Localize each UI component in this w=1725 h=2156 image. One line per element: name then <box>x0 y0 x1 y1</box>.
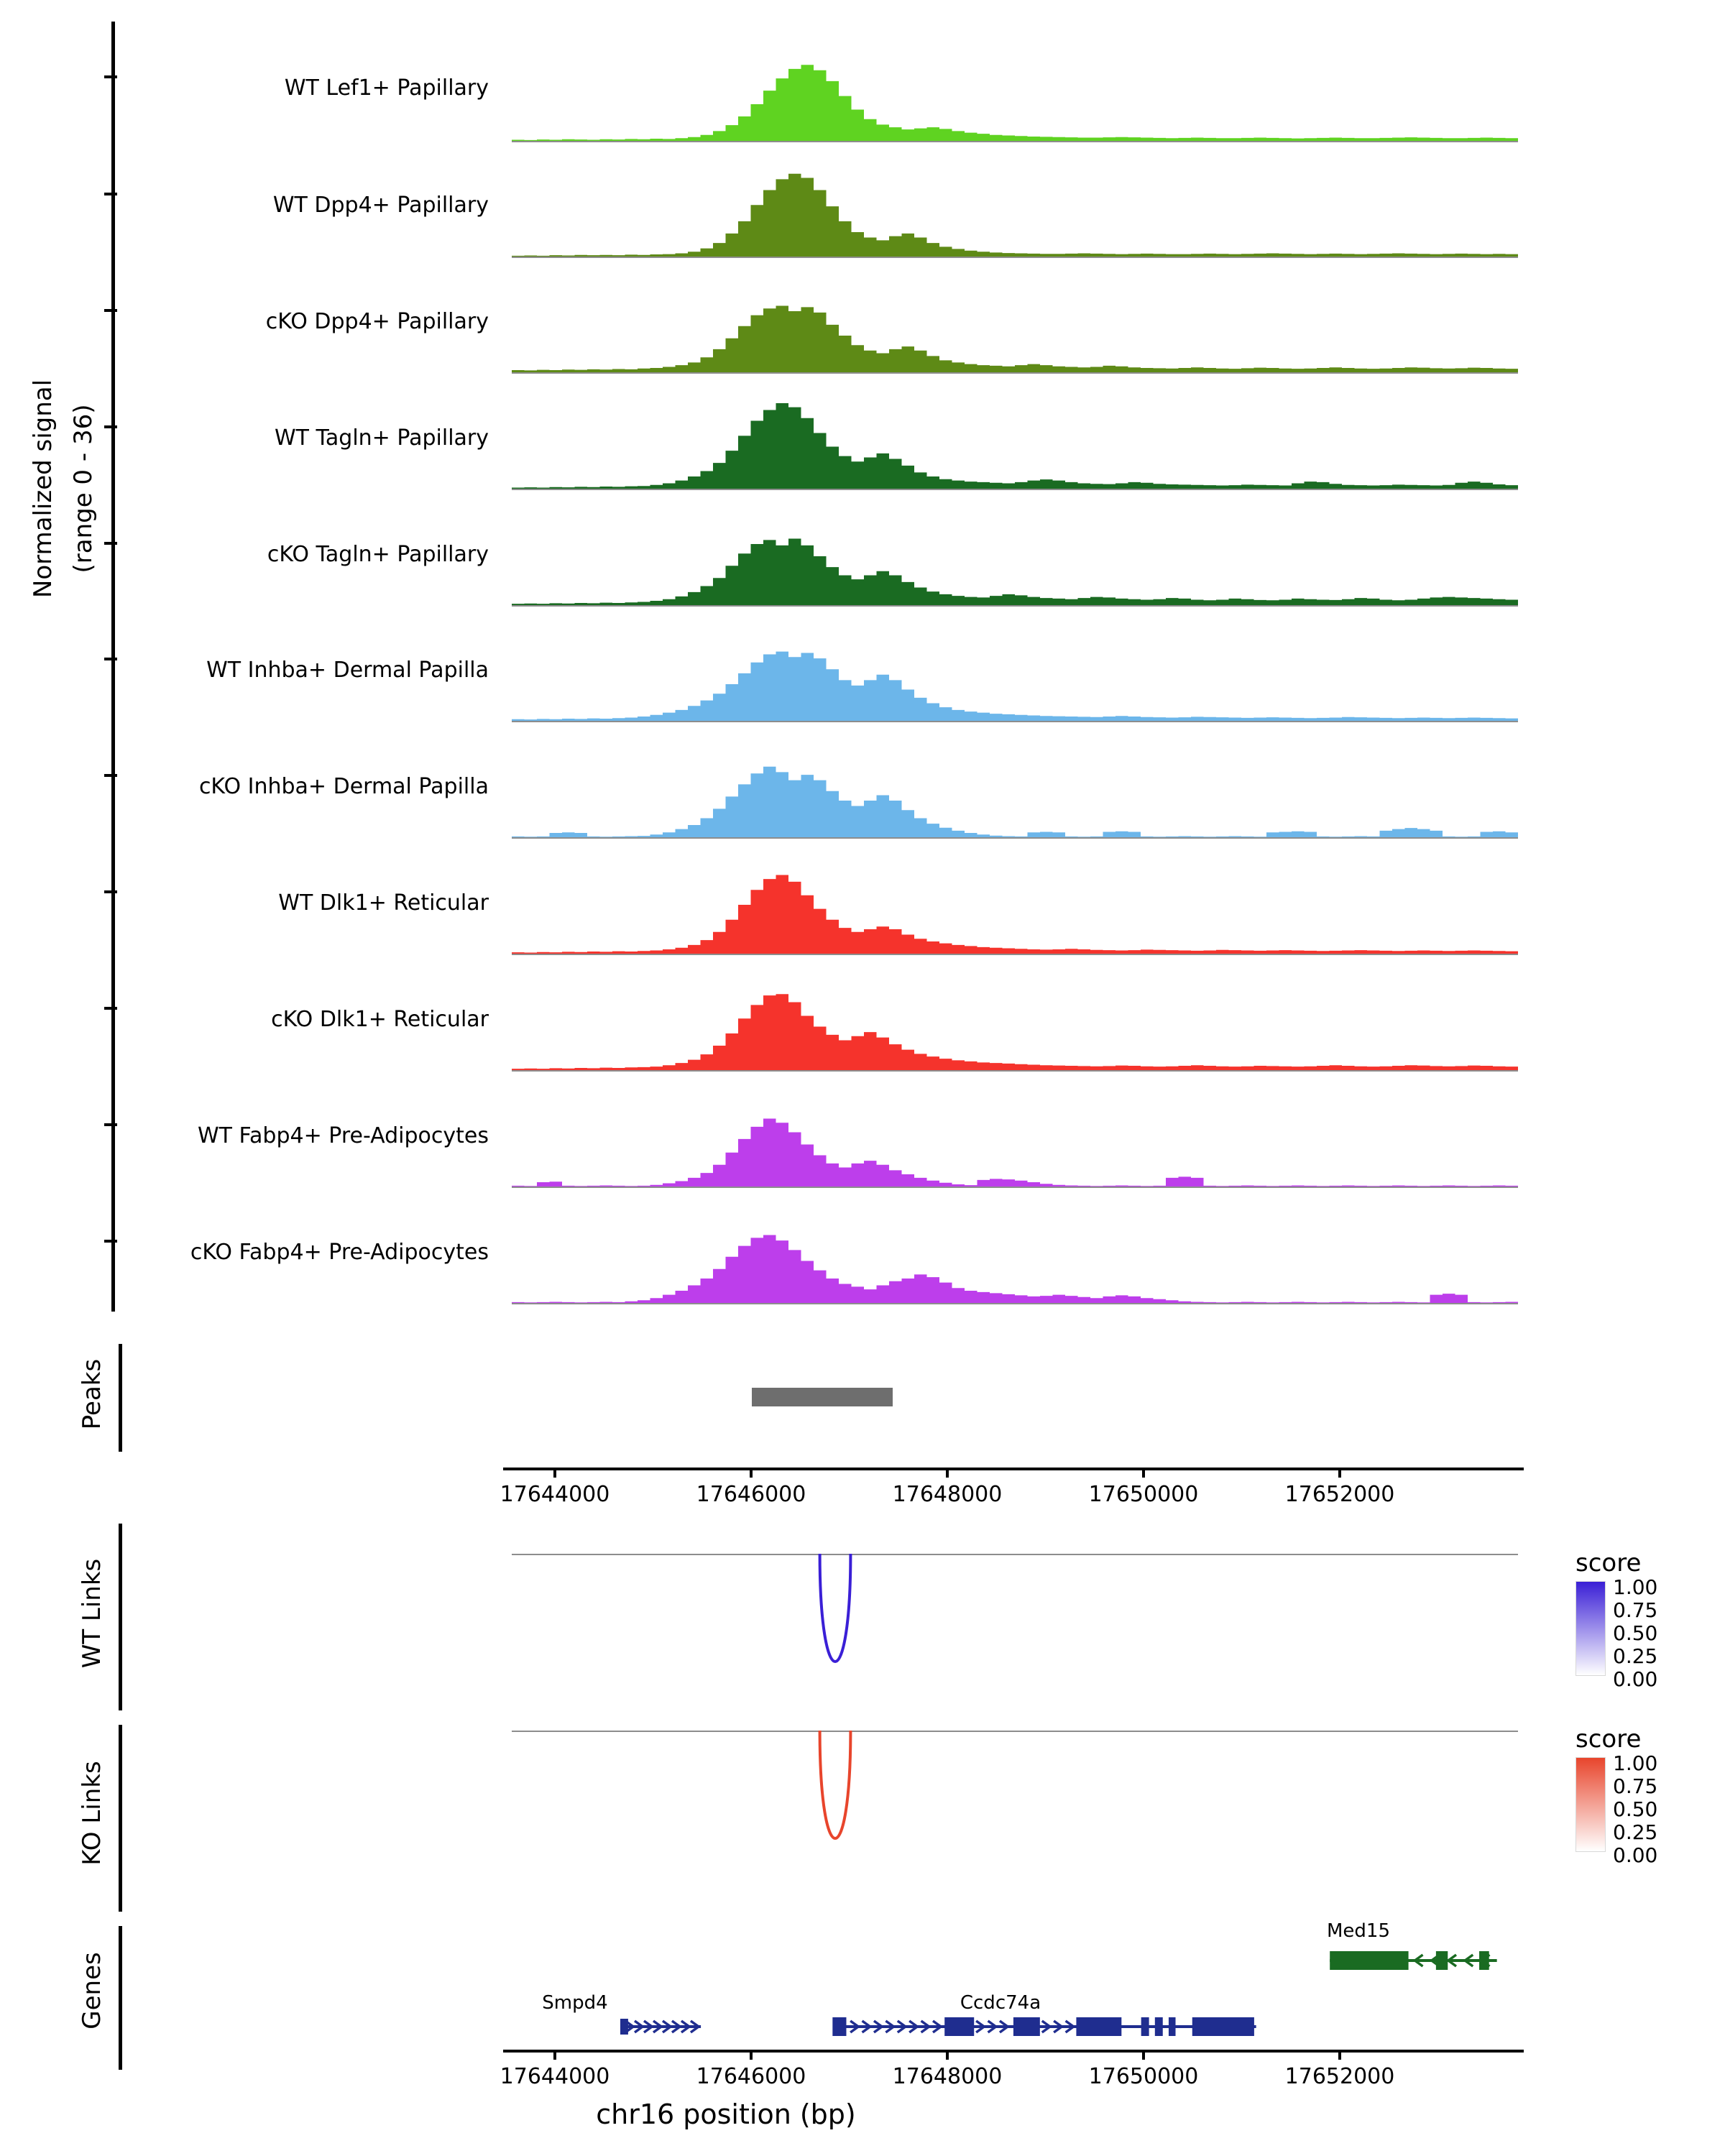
signal-track-5 <box>512 623 1518 721</box>
ko-links-panel-spine <box>119 1725 122 1912</box>
x-tick-label-top-3: 17650000 <box>1088 1482 1199 1507</box>
signal-track-0 <box>512 43 1518 141</box>
ko-legend-gradient <box>1576 1757 1606 1852</box>
track-tick <box>104 1240 117 1243</box>
wt-legend-label-4: 0.00 <box>1613 1667 1658 1691</box>
signal-track-1 <box>512 159 1518 257</box>
track-tick <box>104 1007 117 1010</box>
wt-legend-gradient <box>1576 1581 1606 1676</box>
ko-links-label-text: KO Links <box>78 1761 106 1866</box>
track-label-6: cKO Inhba+ Dermal Papilla <box>198 774 489 799</box>
genes-panel-spine <box>119 1926 122 2070</box>
x-tick-bottom <box>1338 2050 1341 2060</box>
gene-label-smpd4: Smpd4 <box>542 1992 608 2014</box>
x-tick-label-bottom-4: 17652000 <box>1284 2064 1395 2089</box>
x-tick-bottom <box>553 2050 556 2060</box>
x-tick-label-bottom-0: 17644000 <box>500 2064 610 2089</box>
track-baseline-3 <box>512 489 1518 490</box>
genes-panel-label <box>78 1915 106 2066</box>
y-axis-title <box>29 165 58 812</box>
x-tick-bottom <box>750 2050 753 2060</box>
peaks-panel-label <box>78 1333 106 1455</box>
track-label-4: cKO Tagln+ Papillary <box>267 542 489 567</box>
x-tick-label-top-1: 17646000 <box>696 1482 806 1507</box>
ko-legend-title: score <box>1576 1725 1642 1754</box>
track-tick <box>104 774 117 777</box>
x-tick-top <box>946 1468 949 1478</box>
peak-region <box>752 1388 893 1406</box>
track-tick <box>104 658 117 660</box>
wt-links-arcs <box>512 1545 1518 1710</box>
track-tick <box>104 425 117 428</box>
track-tick <box>104 193 117 195</box>
signal-track-7 <box>512 856 1518 954</box>
x-tick-top <box>553 1468 556 1478</box>
track-label-5: WT Inhba+ Dermal Papilla <box>206 658 489 683</box>
gene-models <box>503 1933 1524 2048</box>
ko-legend-label-0: 1.00 <box>1613 1751 1658 1775</box>
track-baseline-4 <box>512 605 1518 607</box>
x-tick-label-top-2: 17648000 <box>892 1482 1003 1507</box>
track-label-0: WT Lef1+ Papillary <box>284 75 489 101</box>
track-baseline-0 <box>512 141 1518 142</box>
x-tick-top <box>750 1468 753 1478</box>
y-axis-title-line1: Normalized signal <box>29 379 58 599</box>
track-baseline-6 <box>512 837 1518 839</box>
signal-track-8 <box>512 972 1518 1070</box>
track-tick <box>104 75 117 78</box>
y-axis-title-line2: (range 0 - 36) <box>69 404 98 573</box>
signal-track-9 <box>512 1089 1518 1187</box>
track-tick <box>104 1123 117 1126</box>
track-label-8: cKO Dlk1+ Reticular <box>271 1007 489 1032</box>
x-axis-bottom-line <box>503 2050 1524 2053</box>
wt-legend-label-3: 0.25 <box>1613 1644 1658 1668</box>
signal-track-4 <box>512 507 1518 605</box>
y-axis-title-sub <box>69 165 98 812</box>
track-tick <box>104 309 117 312</box>
x-tick-label-top-4: 17652000 <box>1284 1482 1395 1507</box>
track-tick <box>104 890 117 893</box>
track-label-1: WT Dpp4+ Papillary <box>272 193 489 218</box>
track-label-9: WT Fabp4+ Pre-Adipocytes <box>198 1123 489 1148</box>
x-axis-title: chr16 position (bp) <box>596 2099 856 2130</box>
wt-links-panel-label <box>78 1509 106 1718</box>
peaks-panel-spine <box>119 1344 122 1452</box>
genes-label-text: Genes <box>78 1952 106 2030</box>
track-baseline-10 <box>512 1303 1518 1304</box>
ko-legend-label-2: 0.50 <box>1613 1797 1658 1821</box>
track-label-7: WT Dlk1+ Reticular <box>278 890 489 916</box>
track-baseline-2 <box>512 372 1518 374</box>
track-baseline-5 <box>512 721 1518 722</box>
track-baseline-8 <box>512 1070 1518 1072</box>
signal-track-6 <box>512 740 1518 837</box>
x-tick-label-bottom-2: 17648000 <box>892 2064 1003 2089</box>
x-axis-top-line <box>503 1468 1524 1470</box>
x-tick-bottom <box>1142 2050 1145 2060</box>
x-tick-top <box>1142 1468 1145 1478</box>
x-tick-bottom <box>946 2050 949 2060</box>
ko-links-arcs <box>512 1722 1518 1887</box>
gene-label-ccdc74a: Ccdc74a <box>960 1992 1041 2014</box>
x-tick-label-top-0: 17644000 <box>500 1482 610 1507</box>
track-baseline-1 <box>512 257 1518 258</box>
x-tick-label-bottom-1: 17646000 <box>696 2064 806 2089</box>
wt-links-panel-spine <box>119 1524 122 1710</box>
ko-legend-label-4: 0.00 <box>1613 1843 1658 1867</box>
ko-legend-label-3: 0.25 <box>1613 1820 1658 1844</box>
gene-label-med15: Med15 <box>1326 1920 1391 1942</box>
track-label-10: cKO Fabp4+ Pre-Adipocytes <box>190 1240 489 1265</box>
track-label-2: cKO Dpp4+ Papillary <box>265 309 489 334</box>
track-baseline-7 <box>512 954 1518 955</box>
signal-track-2 <box>512 275 1518 372</box>
x-tick-top <box>1338 1468 1341 1478</box>
wt-legend-label-0: 1.00 <box>1613 1575 1658 1599</box>
peaks-label-text: Peaks <box>78 1358 106 1430</box>
track-tick <box>104 542 117 545</box>
signal-panel-axis-spine <box>111 22 115 1312</box>
wt-legend-label-2: 0.50 <box>1613 1621 1658 1645</box>
signal-track-10 <box>512 1205 1518 1303</box>
ko-legend-label-1: 0.75 <box>1613 1774 1658 1798</box>
wt-links-label-text: WT Links <box>78 1558 106 1669</box>
wt-legend-title: score <box>1576 1549 1642 1577</box>
x-tick-label-bottom-3: 17650000 <box>1088 2064 1199 2089</box>
track-label-3: WT Tagln+ Papillary <box>275 425 489 451</box>
track-baseline-9 <box>512 1187 1518 1188</box>
signal-track-3 <box>512 391 1518 489</box>
wt-legend-label-1: 0.75 <box>1613 1598 1658 1622</box>
ko-links-panel-label <box>78 1709 106 1917</box>
